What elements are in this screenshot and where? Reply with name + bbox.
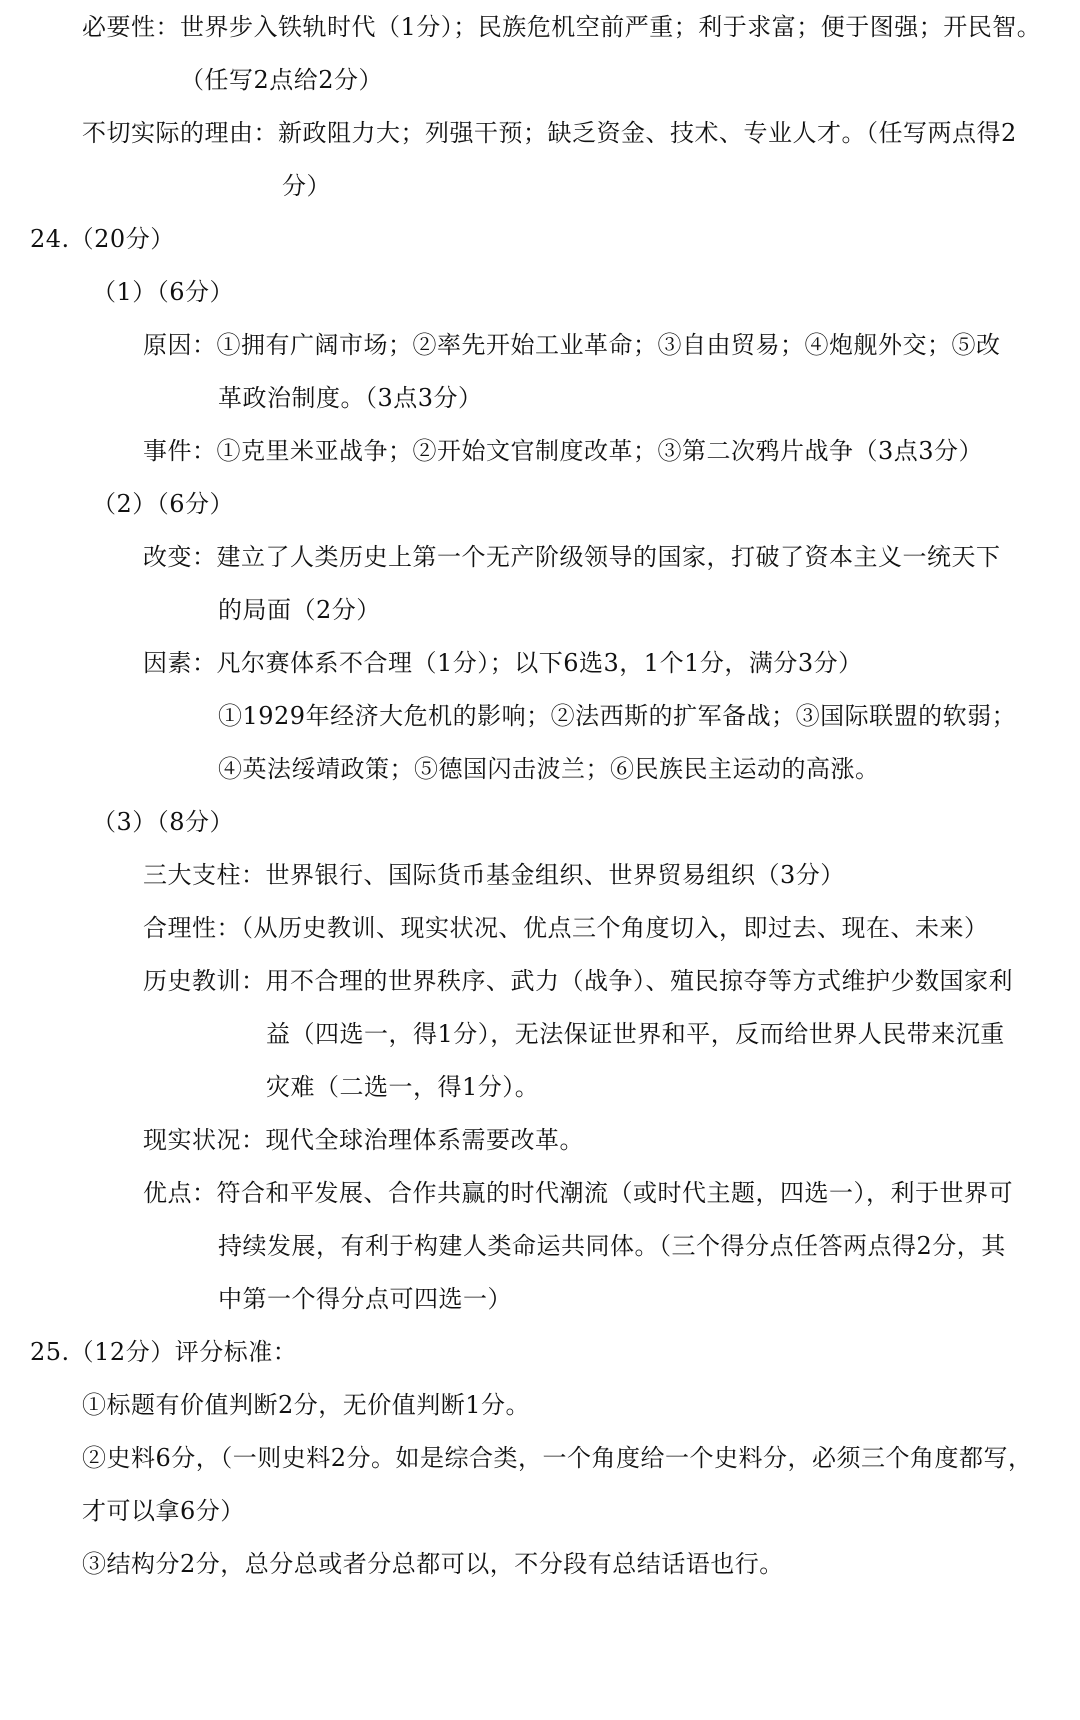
q24-part2-change-cont: 的局面（2分） xyxy=(218,596,381,624)
q24-part2-heading: （2）（6分） xyxy=(92,490,235,518)
q24-part1-events: 事件：①克里米亚战争；②开始文官制度改革；③第二次鸦片战争（3点3分） xyxy=(143,437,984,465)
q24-part1-reasons-cont: 革政治制度。（3点3分） xyxy=(218,384,483,412)
q24-part2-change: 改变：建立了人类历史上第一个无产阶级领导的国家，打破了资本主义一统天下 xyxy=(143,543,1001,571)
q24-part3-reality: 现实状况：现代全球治理体系需要改革。 xyxy=(143,1126,584,1154)
question-25-heading: 25.（12分）评分标准： xyxy=(30,1338,298,1366)
line-impractical-reasons-cont: 分） xyxy=(282,172,331,200)
q24-part3-advantages-cont-2: 中第一个得分点可四选一） xyxy=(218,1285,512,1313)
q24-part3-history-lesson-cont-2: 灾难（二选一，得1分）。 xyxy=(266,1073,540,1101)
q25-criterion-sources-cont: 才可以拿6分） xyxy=(82,1497,245,1525)
q24-part3-history-lesson: 历史教训：用不合理的世界秩序、武力（战争）、殖民掠夺等方式维护少数国家利 xyxy=(143,967,1013,995)
line-impractical-reasons: 不切实际的理由：新政阻力大；列强干预；缺乏资金、技术、专业人才。（任写两点得2 xyxy=(82,119,1017,147)
q24-part2-factors: 因素：凡尔赛体系不合理（1分）；以下6选3，1个1分，满分3分） xyxy=(143,649,863,677)
q24-part1-heading: （1）（6分） xyxy=(92,278,235,306)
q24-part2-factors-list-2: ④英法绥靖政策；⑤德国闪击波兰；⑥民族民主运动的高涨。 xyxy=(218,755,880,783)
q25-criterion-sources: ②史料6分，（一则史料2分。如是综合类，一个角度给一个史料分，必须三个角度都写， xyxy=(82,1444,1033,1472)
q25-criterion-title: ①标题有价值判断2分，无价值判断1分。 xyxy=(82,1391,531,1419)
q24-part3-rationality: 合理性：（从历史教训、现实状况、优点三个角度切入，即过去、现在、未来） xyxy=(143,914,989,942)
q24-part3-advantages: 优点：符合和平发展、合作共赢的时代潮流（或时代主题，四选一），利于世界可 xyxy=(143,1179,1013,1207)
q24-part3-advantages-cont-1: 持续发展，有利于构建人类命运共同体。（三个得分点任答两点得2分，其 xyxy=(218,1232,1006,1260)
q24-part2-factors-list-1: ①1929年经济大危机的影响；②法西斯的扩军备战；③国际联盟的软弱； xyxy=(218,702,1017,730)
line-necessity: 必要性：世界步入铁轨时代（1分）；民族危机空前严重；利于求富；便于图强；开民智。 xyxy=(82,13,1042,41)
q24-part3-heading: （3）（8分） xyxy=(92,808,235,836)
q24-part3-pillars: 三大支柱：世界银行、国际货币基金组织、世界贸易组织（3分） xyxy=(143,861,845,889)
q24-part3-history-lesson-cont-1: 益（四选一，得1分），无法保证世界和平，反而给世界人民带来沉重 xyxy=(266,1020,1005,1048)
q24-part1-reasons: 原因：①拥有广阔市场；②率先开始工业革命；③自由贸易；④炮舰外交；⑤改 xyxy=(143,331,1001,359)
q25-criterion-structure: ③结构分2分，总分总或者分总都可以，不分段有总结话语也行。 xyxy=(82,1550,784,1578)
line-necessity-score: （任写2点给2分） xyxy=(180,66,384,94)
question-24-heading: 24.（20分） xyxy=(30,225,175,253)
